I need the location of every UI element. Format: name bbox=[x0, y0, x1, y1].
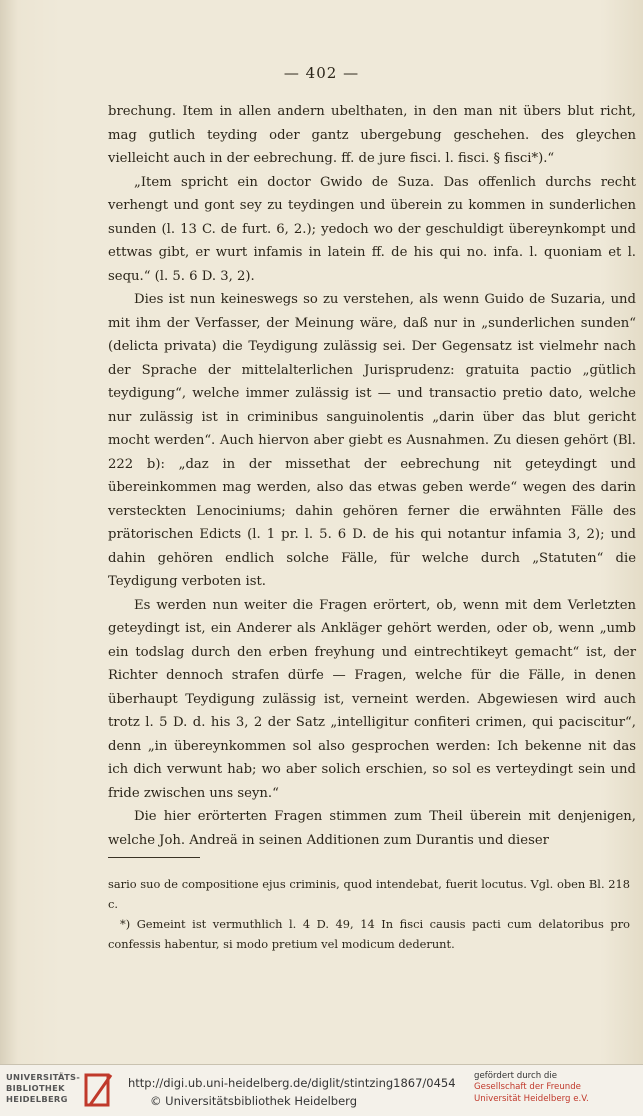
footnote: *) Gemeint ist vermuthlich l. 4 D. 49, 14 In fisci causis pacti cum delatoribus pro confessis habentur, si modo pretium vel modicum dederunt. bbox=[108, 917, 630, 951]
paragraph: Die hier erörterten Fragen stimmen zum Theil überein mit denjenigen, welche Joh. Andreä in seinen Additionen zum Durantis und dieser bbox=[108, 809, 636, 848]
paragraph: Es werden nun weiter die Fragen erörtert, ob, wenn mit dem Verletzten geteydingt ist, ein Anderer als Ankläger gehört werden, oder ob, wenn „umb ein todslag durch den erben freyhung und eintrechtikeyt gemacht“ ist, der Richter dennoch strafen dürfe — Fragen, welche für die Fälle, in denen überhaupt Teydigung zulässig ist, verneint werden. Abgewiesen wird auch trotz l. 5 D. d. his 3, 2 der Satz „intelligitur confiteri crimen, qui paciscitur“, denn „in übereynkommen sol also gesprochen werden: Ich bekenne nit das ich dich verwunt hab; wo aber solich erschien, so sol es verteydingt sein und fride zwischen uns seyn.“ bbox=[108, 597, 636, 801]
viewer-footer bbox=[0, 1064, 643, 1116]
copyright-notice: © Universitätsbibliothek Heidelberg bbox=[150, 1094, 358, 1108]
paragraph: Dies ist nun keineswegs so zu verstehen, als wenn Guido de Suzaria, und mit ihm der Verfasser, der Meinung wäre, daß nur in „sunderlichen sunden“ (delicta privata) die Teydigung zulässig sei. Der Gegensatz ist vielmehr nach der Sprache der mittelalterlichen Jurisprudenz: gratuita pactio „gütlich teydigung“, welche immer zulässig ist — und transactio pretio dato, welche nur zulässig ist in criminibus sanguinolentis „darin über das blut gericht mocht werden“. Auch hiervon aber giebt es Ausnahmen. Zu diesen gehört (Bl. 222 b): „daz in der missethat der eebrechung nit geteydingt und übereinkommen mag werden, also das etwas geben werde“ wegen des darin versteckten Lenociniums; dahin gehören ferner die erwähnten Fälle des prätorischen Edicts (l. 1 pr. l. 5. 6 D. de his qui notantur infamia 3, 2); und dahin gehören endlich solche Fälle, für welche durch „Statuten“ die Teydigung verboten ist. bbox=[108, 292, 636, 589]
footnote-continuation: sario suo de compositione ejus criminis, quod intendebat, fuerit locutus. Vgl. oben Bl. 218 c. bbox=[108, 877, 630, 911]
paragraph: „Item spricht ein doctor Gwido de Suza. Das offenlich durchs recht verhengt und gont sey zu teydingen und überein zu kommen in sunderlichen sunden (l. 13 C. de furt. 6, 2.); yedoch wo der geschuldigt übereynkompt und ettwas gibt, er wurt infamis in latein ff. de his qui no. infa. l. quoniam et l. sequ.“ (l. 5. 6 D. 3, 2). bbox=[108, 174, 636, 284]
main-text bbox=[108, 100, 636, 852]
sponsor-note: gefördert durch die Gesellschaft der Freunde Universität Heidelberg e.V. bbox=[474, 1071, 589, 1104]
paragraph: brechung. Item in allen andern ubelthaten, in den man nit übers blut richt, mag gutlich teyding oder gantz ubergebung geschehen. des gleychen vielleicht auch in der eebrechung. ff. de jure fisci. l. fisci. § fisci*).“ bbox=[108, 104, 636, 166]
permalink-url[interactable]: http://digi.ub.uni-heidelberg.de/diglit/stintzing1867/0454 bbox=[128, 1076, 456, 1090]
library-logo-icon bbox=[84, 1071, 114, 1109]
footnote-divider bbox=[108, 857, 200, 858]
page-number: — 402 — bbox=[283, 64, 360, 82]
footnotes bbox=[108, 874, 630, 954]
library-name: UNIVERSITÄTS- BIBLIOTHEK HEIDELBERG bbox=[6, 1072, 81, 1104]
